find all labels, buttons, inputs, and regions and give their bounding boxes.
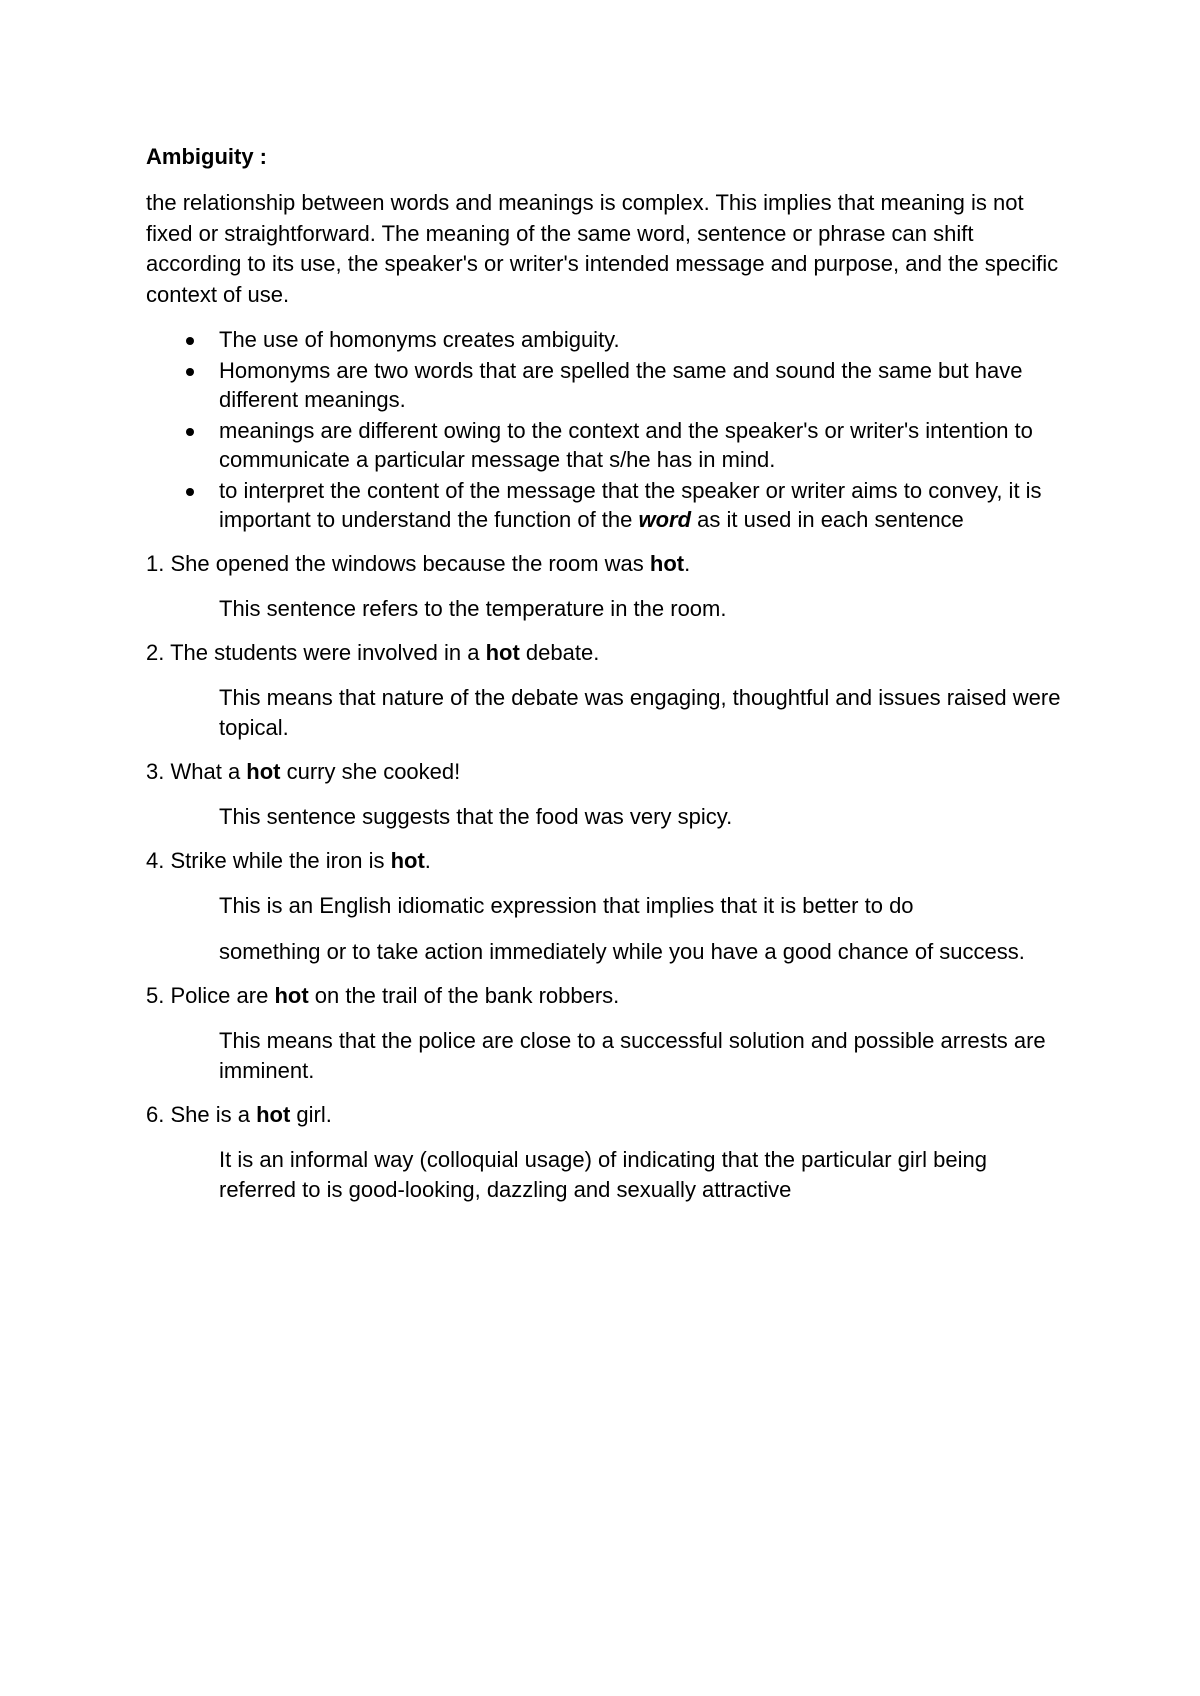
page-title: Ambiguity : xyxy=(146,144,267,169)
emphasized-word: word xyxy=(638,507,692,532)
example-sentence: 1. She opened the windows because the room was hot. xyxy=(146,550,691,576)
bullet-icon xyxy=(186,488,194,496)
example-sentence: 3. What a hot curry she cooked! xyxy=(146,758,461,784)
example-item xyxy=(146,549,1066,624)
keyword: hot xyxy=(390,847,425,873)
bullet-icon xyxy=(186,368,194,376)
bullet-item: meanings are different owing to the context and the speaker's or writer's intention to communicate a particular message that s/he has in mind. xyxy=(146,416,1066,475)
keyword: hot xyxy=(256,1101,291,1127)
example-item xyxy=(146,638,1066,743)
example-item xyxy=(146,846,1066,967)
example-sentence: 5. Police are hot on the trail of the bank robbers. xyxy=(146,982,620,1008)
bullet-item: The use of homonyms creates ambiguity. xyxy=(146,325,1066,355)
example-explanation: This sentence refers to the temperature in the room. xyxy=(219,595,727,621)
bullet-list xyxy=(146,325,1066,535)
bullet-icon xyxy=(186,337,194,345)
bullet-item: to interpret the content of the message that the speaker or writer aims to convey, it is important to understand the function of the word as it used in each sentence xyxy=(146,476,1066,535)
example-item xyxy=(146,1100,1066,1205)
example-explanation: something or to take action immediately while you have a good chance of success. xyxy=(219,938,1025,964)
example-item xyxy=(146,757,1066,832)
keyword: hot xyxy=(274,982,309,1008)
example-sentence: 2. The students were involved in a hot debate. xyxy=(146,639,600,665)
keyword: hot xyxy=(485,639,520,665)
example-item xyxy=(146,981,1066,1086)
intro-paragraph: the relationship between words and meanings is complex. This implies that meaning is not fixed or straightforward. The meaning of the same word, sentence or phrase can shift according to its use, the speaker's or writer's intended message and purpose, and the specific context of use. xyxy=(146,190,1059,307)
example-explanation: This sentence suggests that the food was very spicy. xyxy=(219,803,733,829)
bullet-icon xyxy=(186,428,194,436)
example-explanation: It is an informal way (colloquial usage) of indicating that the particular girl being referred to is good-looking, dazzling and sexually attractive xyxy=(219,1146,987,1202)
keyword: hot xyxy=(246,758,281,784)
example-explanation: This means that nature of the debate was engaging, thoughtful and issues raised were topical. xyxy=(219,684,1061,740)
document-page xyxy=(146,142,1066,1219)
keyword: hot xyxy=(649,550,685,576)
example-sentence: 6. She is a hot girl. xyxy=(146,1101,332,1127)
bullet-item: Homonyms are two words that are spelled the same and sound the same but have different meanings. xyxy=(146,356,1066,415)
example-explanation: This means that the police are close to a successful solution and possible arrests are imminent. xyxy=(219,1027,1046,1083)
example-sentence: 4. Strike while the iron is hot. xyxy=(146,847,431,873)
example-explanation: This is an English idiomatic expression that implies that it is better to do xyxy=(219,892,914,918)
